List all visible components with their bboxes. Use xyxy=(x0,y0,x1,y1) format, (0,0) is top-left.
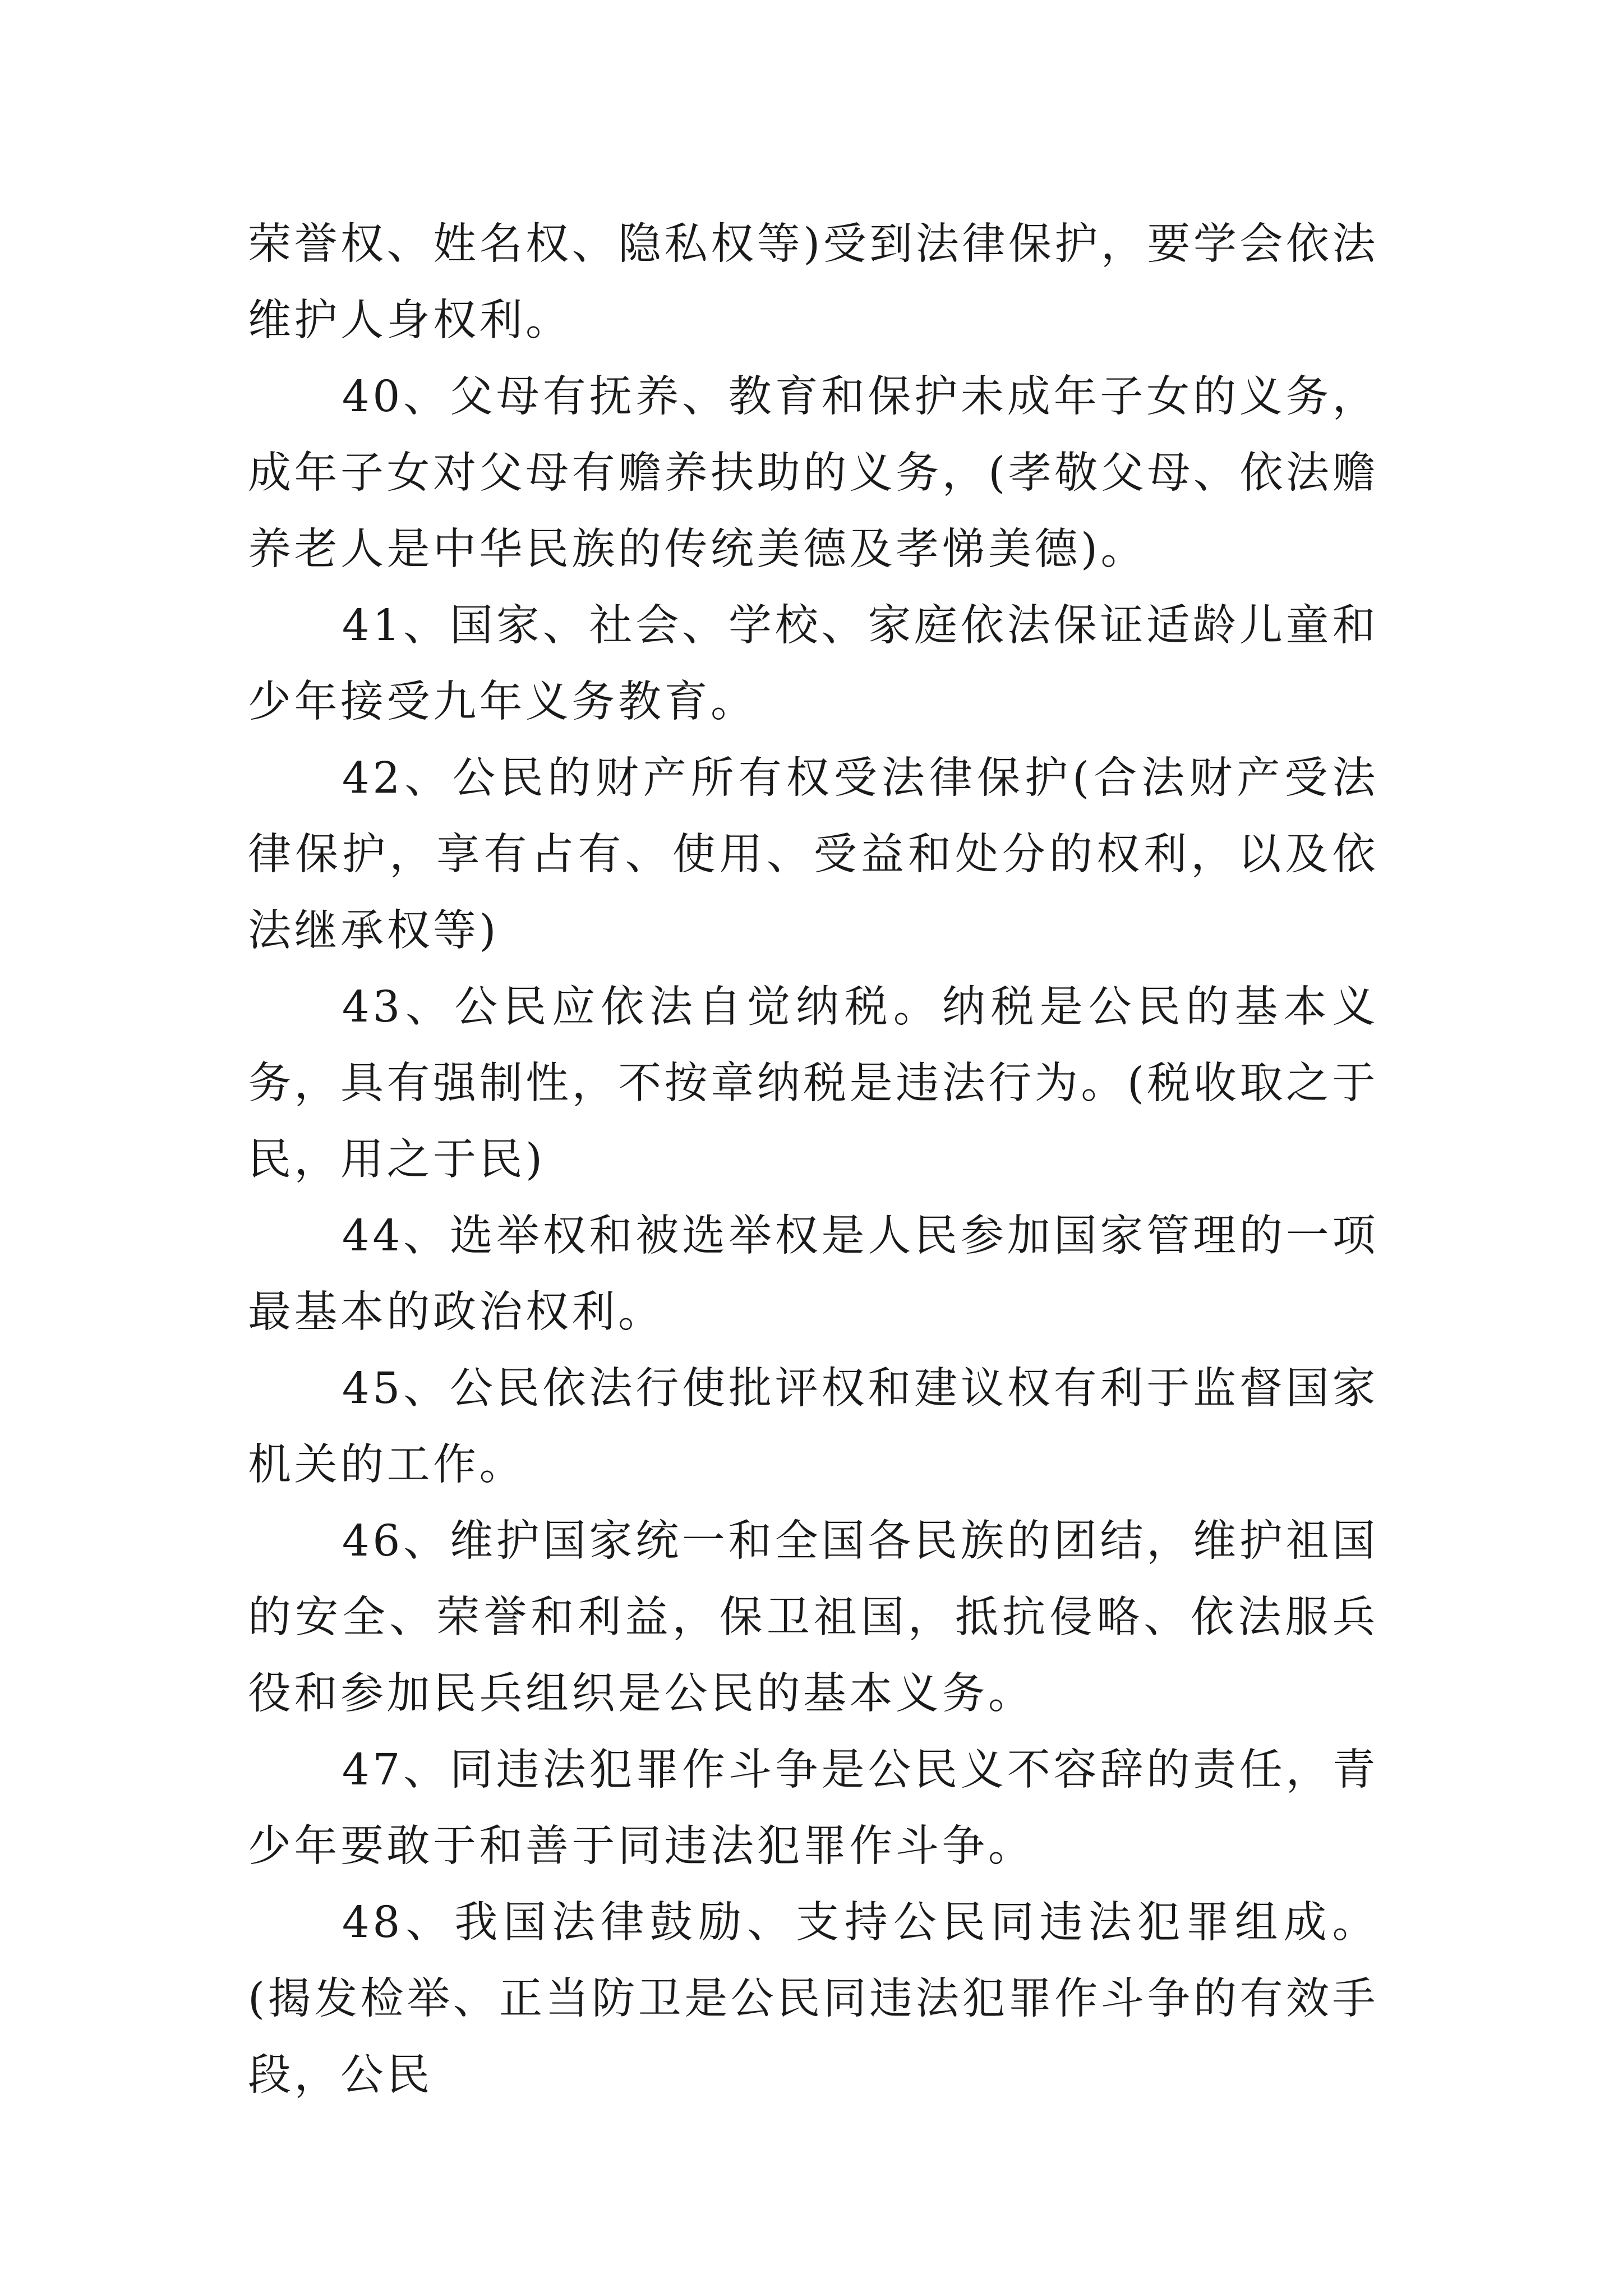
paragraph-39-continued: 荣誉权、姓名权、隐私权等)受到法律保护，要学会依法维护人身权利。 xyxy=(248,219,1378,346)
paragraph-44: 44、选举权和被选举权是人民参加国家管理的一项最基本的政治权利。 xyxy=(248,1211,1378,1337)
paragraph-48: 48、我国法律鼓励、支持公民同违法犯罪组成。(揭发检举、正当防卫是公民同违法犯罪作斗争的有效手段，公民 xyxy=(248,1898,1378,2100)
paragraph-46: 46、维护国家统一和全国各民族的团结，维护祖国的安全、荣誉和利益，保卫祖国，抵抗侵略、依法服兵役和参加民兵组织是公民的基本义务。 xyxy=(248,1516,1378,1719)
document-body xyxy=(248,206,1378,2114)
paragraph-42: 42、公民的财产所有权受法律保护(合法财产受法律保护，享有占有、使用、受益和处分的权利，以及依法继承权等) xyxy=(248,753,1378,956)
paragraph-40: 40、父母有抚养、教育和保护未成年子女的义务，成年子女对父母有赡养扶助的义务，(孝敬父母、依法赡养老人是中华民族的传统美德及孝悌美德)。 xyxy=(248,372,1378,574)
paragraph-47: 47、同违法犯罪作斗争是公民义不容辞的责任，青少年要敢于和善于同违法犯罪作斗争。 xyxy=(248,1745,1378,1871)
paragraph-41: 41、国家、社会、学校、家庭依法保证适龄儿童和少年接受九年义务教育。 xyxy=(248,601,1378,727)
paragraph-43: 43、公民应依法自觉纳税。纳税是公民的基本义务，具有强制性，不按章纳税是违法行为。(税收取之于民，用之于民) xyxy=(248,982,1378,1185)
paragraph-45: 45、公民依法行使批评权和建议权有利于监督国家机关的工作。 xyxy=(248,1364,1378,1490)
